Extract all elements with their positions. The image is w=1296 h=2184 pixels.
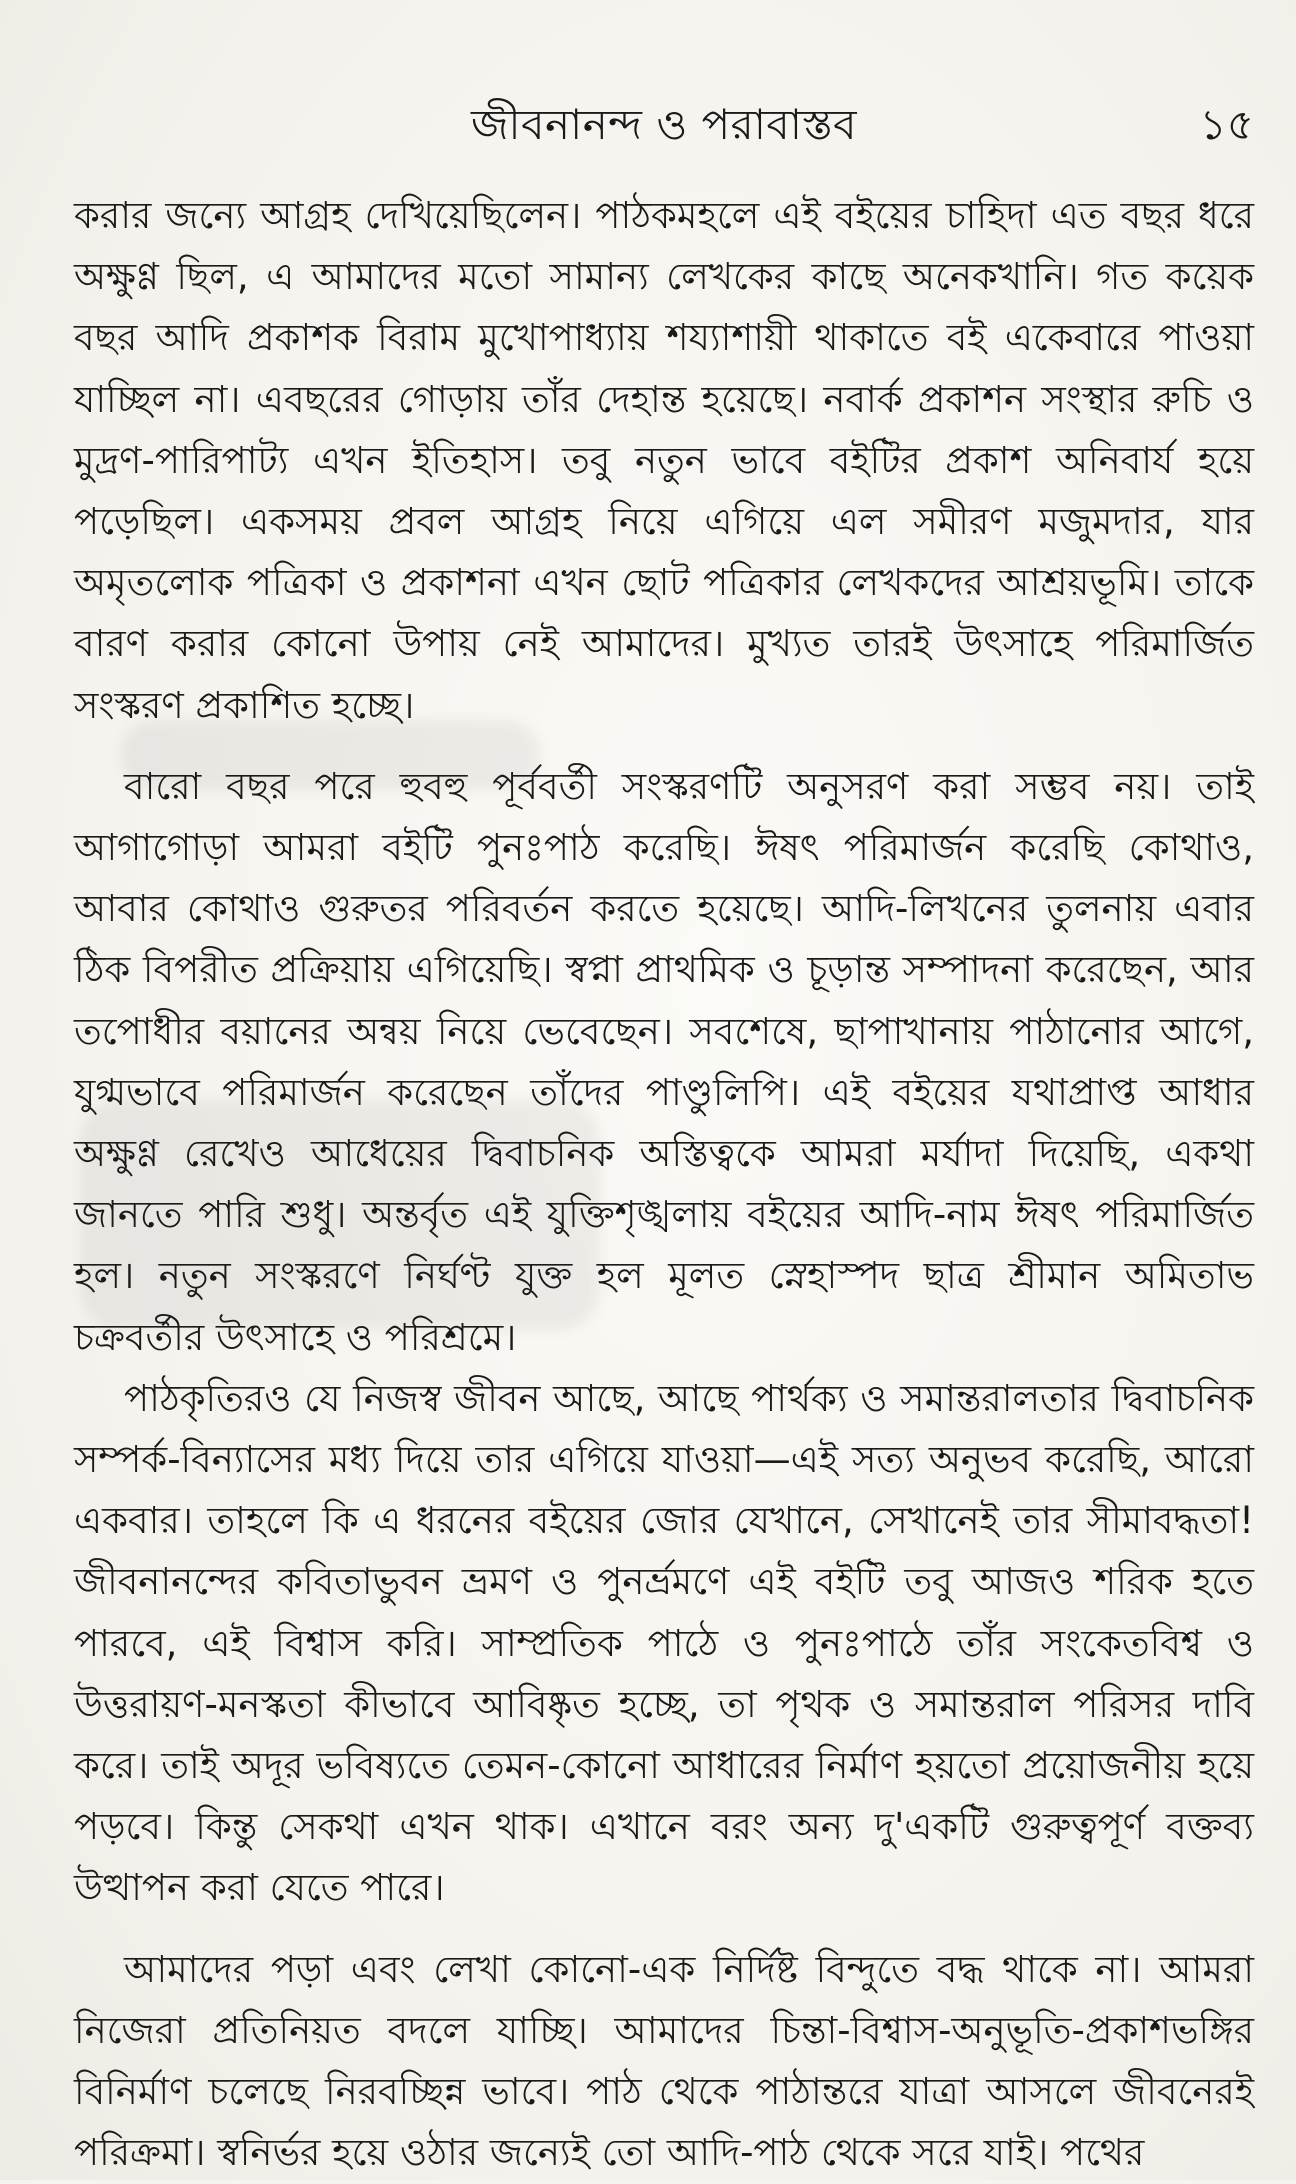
- page-header: [74, 95, 1254, 155]
- paragraph: আমাদের পড়া এবং লেখা কোনো-এক নির্দিষ্ট বিন্দুতে বদ্ধ থাকে না। আমরা নিজেরা প্রতিনিয়ত বদলে যাচ্ছি। আমাদের চিন্তা-বিশ্বাস-অনুভূতি-প্রকাশভঙ্গির বিনির্মাণ চলেছে নিরবচ্ছিন্ন ভাবে। পাঠ থেকে পাঠান্তরে যাত্রা আসলে জীবনেরই পরিক্রমা। স্বনির্ভর হয়ে ওঠার জন্যেই তো আদি-পাঠ থেকে সরে যাই। পথের: [74, 1947, 1254, 2175]
- paragraph: পাঠকৃতিরও যে নিজস্ব জীবন আছে, আছে পার্থক্য ও সমান্তরালতার দ্বিবাচনিক সম্পর্ক-বিন্যাসের মধ্য দিয়ে তার এগিয়ে যাওয়া—এই সত্য অনুভব করেছি, আরো একবার। তাহলে কি এ ধরনের বইয়ের জোর যেখানে, সেখানেই তার সীমাবদ্ধতা! জীবনানন্দের কবিতাভুবন ভ্রমণ ও পুনর্ভ্রমণে এই বইটি তবু আজও শরিক হতে পারবে, এই বিশ্বাস করি। সাম্প্রতিক পাঠে ও পুনঃপাঠে তাঁর সংকেতবিশ্ব ও উত্তরায়ণ-মনস্কতা কীভাবে আবিষ্কৃত হচ্ছে, তা পৃথক ও সমান্তরাল পরিসর দাবি করে। তাই অদূর ভবিষ্যতে তেমন-কোনো আধারের নির্মাণ হয়তো প্রয়োজনীয় হয়ে পড়বে। কিন্তু সেকথা এখন থাক। এখানে বরং অন্য দু'একটি গুরুত্বপূর্ণ বক্তব্য উত্থাপন করা যেতে পারে।: [74, 1376, 1254, 1910]
- page-number: ১৫: [1199, 100, 1254, 149]
- body-text: [74, 185, 1254, 2184]
- running-head: জীবনানন্দ ও পরাবাস্তব: [470, 100, 858, 149]
- paragraph-continued: করার জন্যে আগ্রহ দেখিয়েছিলেন। পাঠকমহলে এই বইয়ের চাহিদা এত বছর ধরে অক্ষুণ্ণ ছিল, এ আমাদের মতো সামান্য লেখকের কাছে অনেকখানি। গত কয়েক বছর আদি প্রকাশক বিরাম মুখোপাধ্যায় শয্যাশায়ী থাকাতে বই একেবারে পাওয়া যাচ্ছিল না। এবছরের গোড়ায় তাঁর দেহান্ত হয়েছে। নবার্ক প্রকাশন সংস্থার রুচি ও মুদ্রণ-পারিপাট্য এখন ইতিহাস। তবু নতুন ভাবে বইটির প্রকাশ অনিবার্য হয়ে পড়েছিল। একসময় প্রবল আগ্রহ নিয়ে এগিয়ে এল সমীরণ মজুমদার, যার অমৃতলোক পত্রিকা ও প্রকাশনা এখন ছোট পত্রিকার লেখকদের আশ্রয়ভূমি। তাকে বারণ করার কোনো উপায় নেই আমাদের। মুখ্যত তারই উৎসাহে পরিমার্জিত সংস্করণ প্রকাশিত হচ্ছে।: [74, 194, 1254, 727]
- paragraph: বারো বছর পরে হুবহু পূর্ববর্তী সংস্করণটি অনুসরণ করা সম্ভব নয়। তাই আগাগোড়া আমরা বইটি পুনঃপাঠ করেছি। ঈষৎ পরিমার্জন করেছি কোথাও, আবার কোথাও গুরুতর পরিবর্তন করতে হয়েছে। আদি-লিখনের তুলনায় এবার ঠিক বিপরীত প্রক্রিয়ায় এগিয়েছি। স্বপ্না প্রাথমিক ও চূড়ান্ত সম্পাদনা করেছেন, আর তপোধীর বয়ানের অন্বয় নিয়ে ভেবেছেন। সবশেষে, ছাপাখানায় পাঠানোর আগে, যুগ্মভাবে পরিমার্জন করেছেন তাঁদের পাণ্ডুলিপি। এই বইয়ের যথাপ্রাপ্ত আধার অক্ষুণ্ণ রেখেও আধেয়ের দ্বিবাচনিক অস্তিত্বকে আমরা মর্যাদা দিয়েছি, একথা জানতে পারি শুধু। অন্তর্বৃত এই যুক্তিশৃঙ্খলায় বইয়ের আদি-নাম ঈষৎ পরিমার্জিত হল। নতুন সংস্করণে নির্ঘণ্ট যুক্ত হল মূলত স্নেহাস্পদ ছাত্র শ্রীমান অমিতাভ চক্রবর্তীর উৎসাহে ও পরিশ্রমে।: [74, 764, 1254, 1359]
